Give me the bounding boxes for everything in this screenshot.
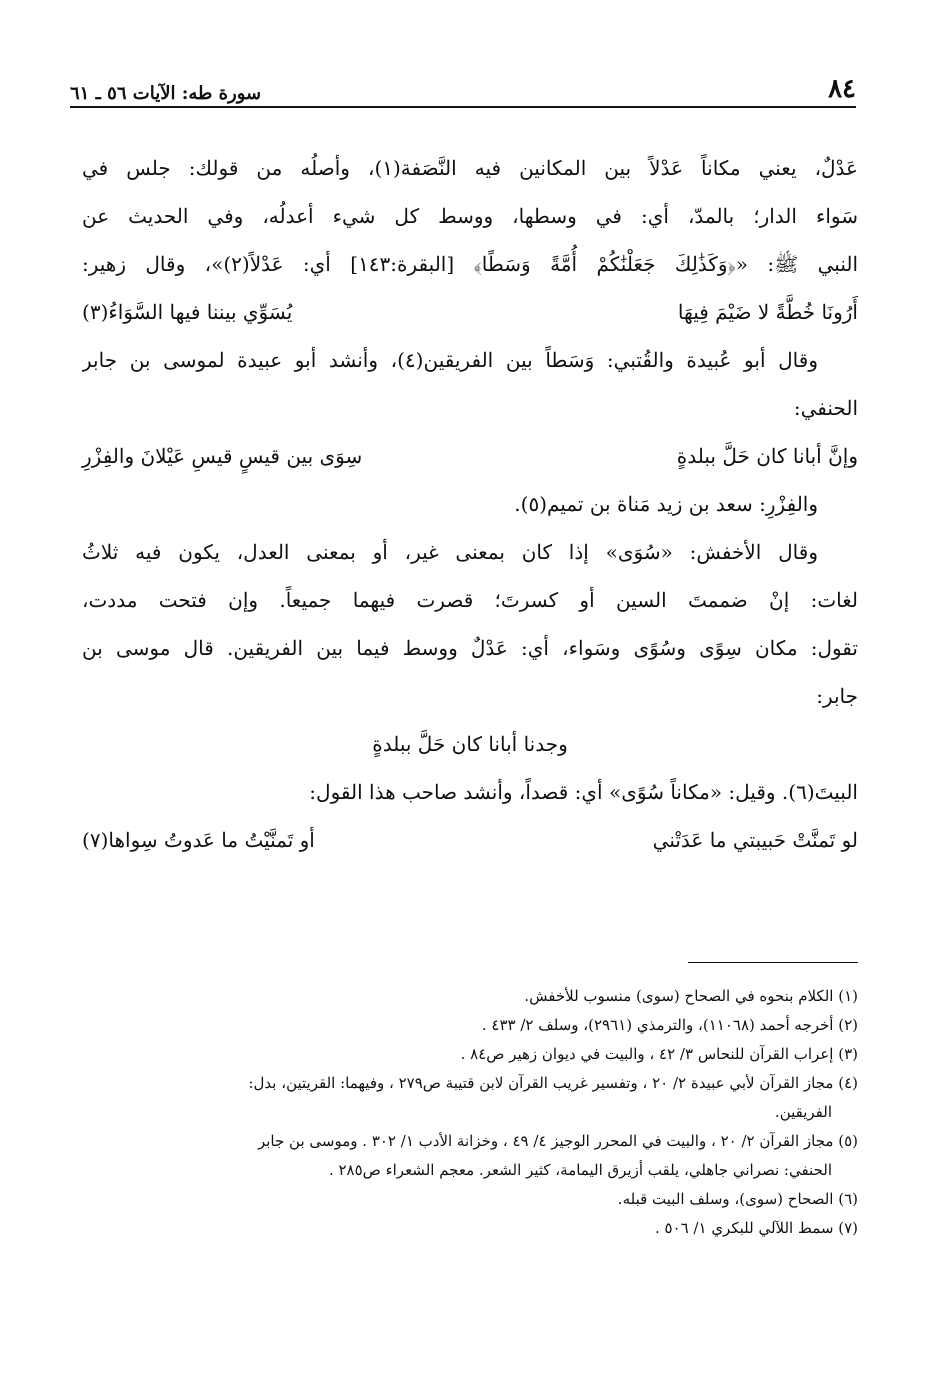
text-line: لغات: إنْ ضممتَ السين أو كسرتَ؛ قصرت فيهما جميعاً. وإن فتحت مددت، (82, 588, 858, 612)
text-line: سَواء الدار؛ بالمدّ، أي: في وسطها، ووسط كل شيء أعدلُه، وفي الحديث عن (82, 204, 858, 228)
main-text (82, 144, 858, 864)
footnote-continuation: الفريقين. (774, 1103, 832, 1121)
footnote-continuation: الحنفي: نصراني جاهلي، يلقب أزيرق اليمامة، كثير الشعر. معجم الشعراء ص٢٨٥ . (328, 1161, 832, 1179)
text-line: تقول: مكان سِوًى وسُوًى وسَواء، أي: عَدْلٌ ووسط فيما بين الفريقين. قال موسى بن (82, 636, 858, 660)
footnote: (٥) مجاز القرآن ٢/ ٢٠ ، والبيت في المحرر الوجيز ٤/ ٤٩ ، وخزانة الأدب ١/ ٣٠٢ . وموسى بن جابر (257, 1132, 858, 1150)
text-line: وقال أبو عُبيدة والقُتبي: وَسَطاً بين الفريقين(٤)، وأنشد أبو عبيدة لموسى بن جابر (82, 348, 818, 372)
running-title: سورة طه: الآيات ٥٦ ـ ٦١ (70, 83, 262, 104)
poetry-verse (82, 288, 858, 336)
footnote: (٧) سمط اللآلي للبكري ١/ ٥٠٦ . (654, 1219, 858, 1237)
verse-first-hemistich: لو تَمنَّتْ حَبيبتي ما عَدَتْني (652, 828, 858, 852)
footnote: (١) الكلام بنحوه في الصحاح (سوى) منسوب للأخفش. (524, 987, 858, 1005)
text-line: عَدْلٌ، يعني مكاناً عَدْلاً بين المكانين فيه النَّصَفة(١)، وأصلُه من قولك: جلس في (82, 156, 858, 180)
footnote: (٢) أخرجه أحمد (١١٠٦٨)، والترمذي (٢٩٦١)، وسلف ٢/ ٤٣٣ . (481, 1016, 858, 1034)
verse-second-hemistich: يُسَوِّي بيننا فيها السَّوَاءُ(٣) (82, 300, 293, 324)
text-line: جابر: (816, 684, 858, 708)
text-line: البيتَ(٦). وقيل: «مكاناً سُوًى» أي: قصداً، وأنشد صاحب هذا القول: (309, 780, 858, 804)
verse-first-hemistich: وإنَّ أبانا كان حَلَّ ببلدةٍ (676, 444, 858, 468)
poetry-verse (82, 816, 858, 864)
footnote: (٤) مجاز القرآن لأبي عبيدة ٢/ ٢٠ ، وتفسير غريب القرآن لابن قتيبة ص٢٧٩ ، وفيهما: القريتين، بدل: (248, 1074, 858, 1092)
poetry-verse (82, 432, 858, 480)
header-rule (70, 106, 856, 108)
verse-second-hemistich: أو تَمنَّيْتُ ما عَدوتُ سِواها(٧) (82, 828, 315, 852)
verse-second-hemistich: سِوَى بين قيسٍ قيسِ عَيْلانَ والفِزْرِ (82, 444, 363, 468)
verse-first-hemistich: أَرُونَا خُطَّةً لا ضَيْمَ فِيهَا (677, 300, 858, 324)
poetry-verse: وجدنا أبانا كان حَلَّ ببلدةٍ (372, 732, 568, 756)
text-line: الحنفي: (793, 396, 858, 420)
footnote: (٣) إعراب القرآن للنحاس ٣/ ٤٢ ، والبيت في ديوان زهير ص٨٤ . (460, 1045, 858, 1063)
text-line: النبي ﷺ: «﴿وَكَذَٰلِكَ جَعَلْنَٰكُمْ أُمَّةً وَسَطًا﴾ [البقرة:١٤٣] أي: عَدْلاً(٢)»، وقال زهير: (82, 252, 858, 276)
text-line: وقال الأخفش: «سُوَى» إذا كان بمعنى غير، أو بمعنى العدل، يكون فيه ثلاثُ (82, 540, 818, 564)
page-number: ٨٤ (828, 74, 856, 104)
footnote: (٦) الصحاح (سوى)، وسلف البيت قبله. (617, 1190, 858, 1208)
footnote-separator (688, 962, 858, 963)
footnotes (70, 982, 858, 1243)
page-header (70, 66, 856, 104)
text-line: والفِزْرِ: سعد بن زيد مَناة بن تميم(٥). (514, 492, 818, 516)
